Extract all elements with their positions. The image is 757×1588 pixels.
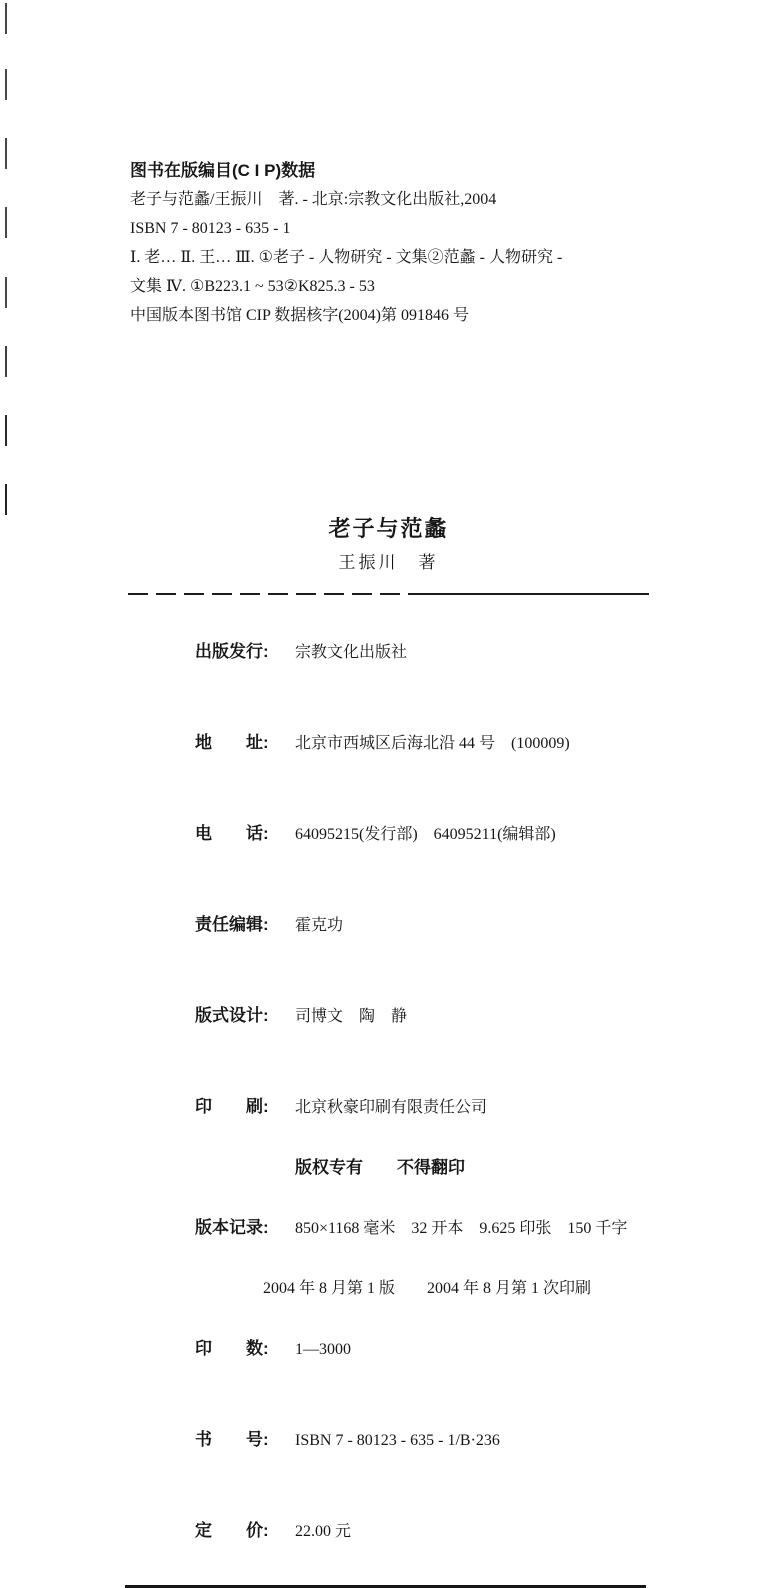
divider-top-solid <box>418 593 649 595</box>
divider-top-dashed <box>128 593 418 595</box>
row-edition-record <box>163 1183 649 1274</box>
row-label: 印 刷: <box>195 1097 269 1116</box>
row-value: 1—3000 <box>295 1341 351 1358</box>
row-value: 宗教文化出版社 <box>295 644 408 661</box>
row-label: 定 价: <box>195 1521 269 1540</box>
row-value: 北京秋豪印刷有限责任公司 <box>295 1099 488 1116</box>
binding-mark <box>5 415 7 446</box>
cip-line-classification-2: 文集 Ⅳ. ①B223.1 ~ 53②K825.3 - 53 <box>130 278 375 295</box>
row-label: 责任编辑: <box>195 915 269 934</box>
row-publisher <box>163 607 649 698</box>
binding-mark <box>5 3 7 34</box>
row-value: 64095215(发行部) 64095211(编辑部) <box>295 826 556 843</box>
row-label: 地 址: <box>195 733 269 752</box>
row-value: ISBN 7 - 80123 - 635 - 1/B·236 <box>295 1432 500 1449</box>
binding-mark <box>5 277 7 308</box>
book-author: 王振川 著 <box>338 553 439 572</box>
row-value: 22.00 元 <box>295 1523 352 1540</box>
row-label: 电 话: <box>195 824 269 843</box>
row-print-run <box>163 1304 649 1395</box>
binding-mark <box>5 346 7 377</box>
row-layout-design <box>163 971 649 1062</box>
row-label: 版本记录: <box>195 1218 269 1237</box>
row-editor <box>163 880 649 971</box>
colophon-section <box>128 593 649 1588</box>
cip-line-isbn: ISBN 7 - 80123 - 635 - 1 <box>130 220 291 237</box>
cip-heading: 图书在版编目(C I P)数据 <box>130 161 316 180</box>
row-price <box>163 1486 649 1577</box>
book-title: 老子与范蠡 <box>328 516 449 541</box>
row-value: 850×1168 毫米 32 开本 9.625 印张 150 千字 <box>295 1220 628 1237</box>
title-block <box>128 514 649 574</box>
binding-mark <box>5 69 7 100</box>
row-address <box>163 698 649 789</box>
row-label: 版式设计: <box>195 1006 269 1025</box>
row-label: 书 号: <box>195 1430 269 1449</box>
row-value: 霍克功 <box>295 917 344 934</box>
row-value: 北京市西城区后海北沿 44 号 (100009) <box>295 735 570 752</box>
divider-top <box>128 593 649 595</box>
row-telephone <box>163 789 649 880</box>
colophon-rows <box>128 595 649 1577</box>
binding-mark <box>5 484 7 515</box>
row-label: 印 数: <box>195 1339 269 1358</box>
row-label: 出版发行: <box>195 642 269 661</box>
row-value: 司博文 陶 静 <box>295 1008 408 1025</box>
cip-line-classification-1: Ⅰ. 老… Ⅱ. 王… Ⅲ. ①老子 - 人物研究 - 文集②范蠡 - 人物研究 - <box>130 249 563 266</box>
cip-line-title: 老子与范蠡/王振川 著. - 北京:宗教文化出版社,2004 <box>130 191 497 208</box>
row-printer <box>163 1062 649 1153</box>
row-edition-record-line2: 2004 年 8 月第 1 版 2004 年 8 月第 1 次印刷 <box>263 1280 592 1297</box>
cip-data-section <box>130 156 670 330</box>
binding-mark <box>5 207 7 238</box>
cip-line-record-number: 中国版本图书馆 CIP 数据核字(2004)第 091846 号 <box>130 307 469 324</box>
copyright-notice: 版权专有 不得翻印 <box>295 1158 465 1177</box>
row-book-number <box>163 1395 649 1486</box>
binding-mark <box>5 138 7 169</box>
